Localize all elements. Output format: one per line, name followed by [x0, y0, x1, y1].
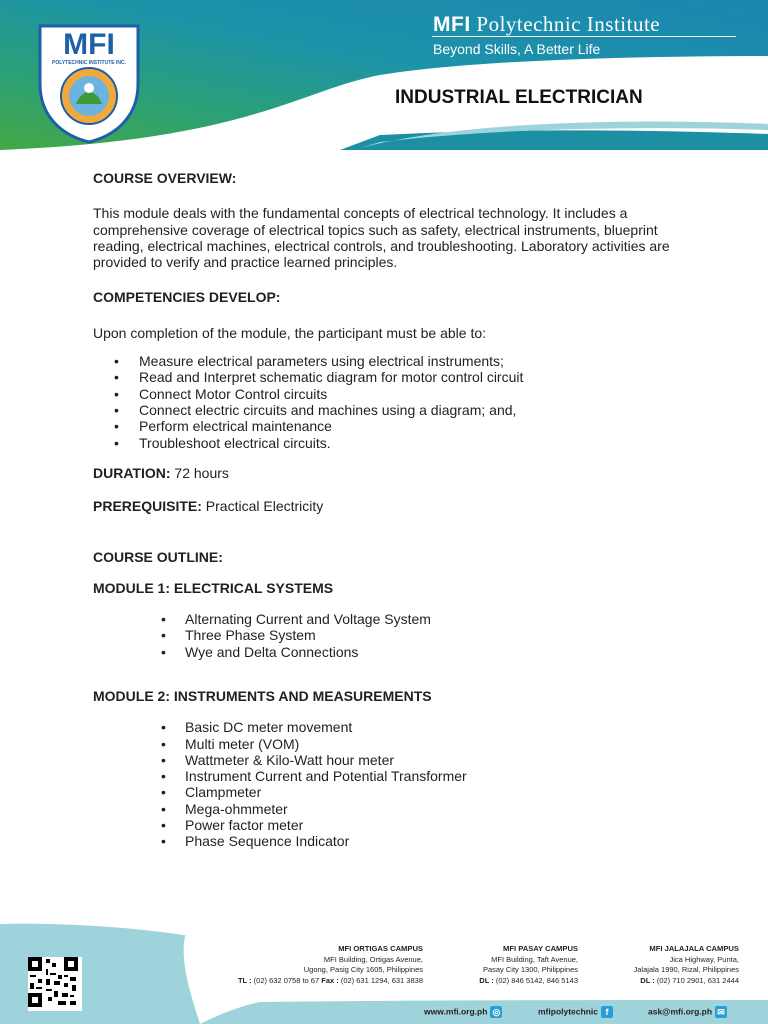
list-item: • Measure electrical parameters using electrical instruments;: [93, 353, 693, 369]
duration: [93, 465, 693, 481]
list-item: • Troubleshoot electrical circuits.: [93, 435, 693, 451]
list-item: • Instrument Current and Potential Transformer: [93, 768, 693, 784]
list-item: • Perform electrical maintenance: [93, 418, 693, 434]
facebook-link[interactable]: [538, 1006, 613, 1018]
duration-label: DURATION:: [93, 464, 171, 481]
campus-ortigas: [238, 944, 423, 986]
module-1-title: MODULE 1: ELECTRICAL SYSTEMS: [93, 579, 334, 596]
duration-value: 72 hours: [174, 464, 229, 481]
list-item: • Clampmeter: [93, 784, 693, 800]
campus-jalajala: [634, 944, 739, 986]
competencies-intro: Upon completion of the module, the participant must be able to:: [93, 324, 487, 341]
page-footer: [0, 922, 768, 1024]
campus-contact: DL : (02) 846 5142, 846 5143: [479, 975, 578, 985]
list-item: • Read and Interpret schematic diagram for motor control circuit: [93, 369, 693, 385]
overview-body: This module deals with the fundamental concepts of electrical technology. It includes a comprehensive coverage of electrical topics such as safety, electrical instruments, blueprint reading, electrical machines, electrical controls, and troubleshooting. Laboratory activities are provided to verify and practice learned principles.: [93, 205, 670, 271]
email-text: ask@mfi.org.ph: [648, 1006, 713, 1017]
list-item: • Three Phase System: [93, 627, 693, 643]
list-item: • Connect Motor Control circuits: [93, 386, 693, 402]
qr-code[interactable]: [28, 957, 82, 1011]
campus-address-line1: MFI Building, Ortigas Avenue,: [323, 954, 423, 964]
facebook-icon: f: [601, 1006, 613, 1018]
mfi-logo: [36, 22, 142, 144]
course-title: INDUSTRIAL ELECTRICIAN: [395, 87, 643, 108]
prerequisite-value: Practical Electricity: [205, 498, 324, 515]
page-header: [0, 0, 768, 150]
tagline: Beyond Skills, A Better Life: [433, 41, 601, 57]
module-2-list: [93, 719, 693, 849]
competencies-heading: COMPETENCIES DEVELOP:: [93, 289, 281, 306]
list-item: • Wattmeter & Kilo-Watt hour meter: [93, 752, 693, 768]
institute-name-bold: MFI: [433, 13, 471, 36]
campus-pasay: [479, 944, 578, 986]
campus-name: MFI JALAJALA CAMPUS: [649, 944, 739, 953]
outline-heading: COURSE OUTLINE:: [93, 549, 223, 566]
campus-name: MFI ORTIGAS CAMPUS: [338, 944, 423, 953]
list-item: • Alternating Current and Voltage System: [93, 611, 693, 627]
email-link[interactable]: [648, 1006, 727, 1018]
mail-icon: ✉: [715, 1006, 727, 1018]
prerequisite-label: PREREQUISITE:: [93, 498, 202, 515]
list-item: • Power factor meter: [93, 817, 693, 833]
campus-address-line1: MFI Building, Taft Avenue,: [491, 954, 578, 964]
list-item: • Wye and Delta Connections: [93, 644, 693, 660]
list-item: • Connect electric circuits and machines using a diagram; and,: [93, 402, 693, 418]
list-item: • Phase Sequence Indicator: [93, 833, 693, 849]
document-body: [93, 170, 693, 850]
list-item: • Multi meter (VOM): [93, 736, 693, 752]
list-item: • Mega-ohmmeter: [93, 801, 693, 817]
header-divider: [432, 36, 736, 37]
list-item: • Basic DC meter movement: [93, 719, 693, 735]
campus-address-line2: Jalajala 1990, Rizal, Philippines: [633, 965, 739, 975]
module-2-title: MODULE 2: INSTRUMENTS AND MEASUREMENTS: [93, 687, 432, 704]
institute-name-rest: Polytechnic Institute: [476, 12, 661, 36]
website-text: www.mfi.org.ph: [424, 1006, 488, 1017]
campus-contact: DL : (02) 710 2901, 631 2444: [640, 975, 739, 985]
logo-subtext: POLYTECHNIC INSTITUTE INC.: [52, 60, 126, 66]
globe-icon: ◎: [490, 1006, 502, 1018]
campus-name: MFI PASAY CAMPUS: [503, 944, 578, 953]
campus-address-line2: Ugong, Pasig City 1605, Philippines: [303, 965, 423, 975]
prerequisite: [93, 498, 693, 514]
overview-heading: COURSE OVERVIEW:: [93, 170, 237, 186]
institute-name: [433, 12, 660, 37]
campus-contact: TL : (02) 632 0758 to 67 Fax : (02) 631 1294, 631 3838: [237, 975, 423, 985]
logo-text: MFI: [63, 28, 115, 61]
facebook-text: mfipolytechnic: [538, 1006, 598, 1017]
module-1-list: [93, 611, 693, 660]
competencies-list: [93, 353, 693, 451]
website-link[interactable]: [424, 1006, 502, 1018]
campus-address-line1: Jica Highway, Punta,: [669, 954, 739, 964]
campus-address-line2: Pasay City 1300, Philippines: [482, 965, 578, 975]
